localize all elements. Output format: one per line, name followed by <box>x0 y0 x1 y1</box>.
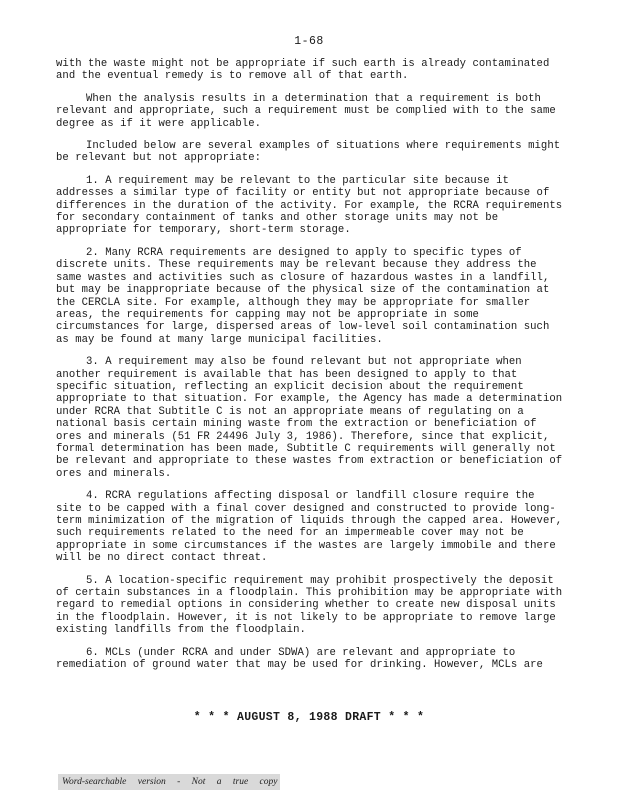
example-item-1: 1. A requirement may be relevant to the particular site because it addresses a similar type of facility or entity but not appropriate because of differences in the duration of the activity. For example, the RCRA requirements for secondary containment of tanks and other storage units may not be appropriate for temporary, short-term storage. <box>56 174 563 237</box>
watermark-banner: Word-searchable version - Not a true copy <box>58 774 280 790</box>
paragraph-relevant-appropriate: When the analysis results in a determination that a requirement is both relevant and appropriate, such a requirement must be complied with to the same degree as if it were applicable. <box>56 92 556 130</box>
example-item-5: 5. A location-specific requirement may prohibit prospectively the deposit of certain substances in a floodplain. This prohibition may be appropriate with regard to remedial options in considering whether to create new disposal units in the floodplain. However, it is not likely to be appropriate to remove large existing landfills from the floodplain. <box>56 574 563 637</box>
example-item-6: 6. MCLs (under RCRA and under SDWA) are relevant and appropriate to remediation of ground water that may be used for drinking. However, MCLs are <box>56 646 543 672</box>
example-item-3: 3. A requirement may also be found relevant but not appropriate when another requirement is available that has been designed to apply to that specific situation, reflecting an explicit decision about the requirement appropriate to that situation. For example, the Agency has made a determination under RCRA that Subtitle C is not an appropriate means of regulating on a national basis certain mining waste from the extraction or beneficiation of ores and minerals (51 FR 24496 July 3, 1986). Therefore, since that explicit, formal determination has been made, Subtitle C requirements will generally not be relevant and appropriate to these wastes from extraction or beneficiation of ores and minerals. <box>56 356 563 480</box>
paragraph-examples-intro: Included below are several examples of situations where requirements might be relevant but not appropriate: <box>56 140 561 165</box>
example-item-4: 4. RCRA regulations affecting disposal or landfill closure require the site to be capped with a final cover designed and constructed to provide long-term minimization of the migration of liquids through the capped area. However, such requirements related to the need for an impermeable cover may not be appropriate in some circumstances if the wastes are largely immobile and there will be no direct contact threat. <box>56 490 563 565</box>
document-body <box>56 58 566 681</box>
example-item-2: 2. Many RCRA requirements are designed to apply to specific types of discrete units. These requirements may be relevant because they address the same wastes and activities such as closure of hazardous wastes in a landfill, but may be inappropriate because of the physical size of the contamination at the CERCLA site. For example, although they may be appropriate for smaller areas, the requirements for capping may not be appropriate in some circumstances for large, dispersed areas of low-level soil contamination such as may be found at many large municipal facilities. <box>56 246 550 346</box>
paragraph-continuation: with the waste might not be appropriate if such earth is already contaminated and the eventual remedy is to remove all of that earth. <box>56 58 550 83</box>
page-number: 1-68 <box>294 35 324 48</box>
draft-notice: * * * AUGUST 8, 1988 DRAFT * * * <box>193 711 425 724</box>
